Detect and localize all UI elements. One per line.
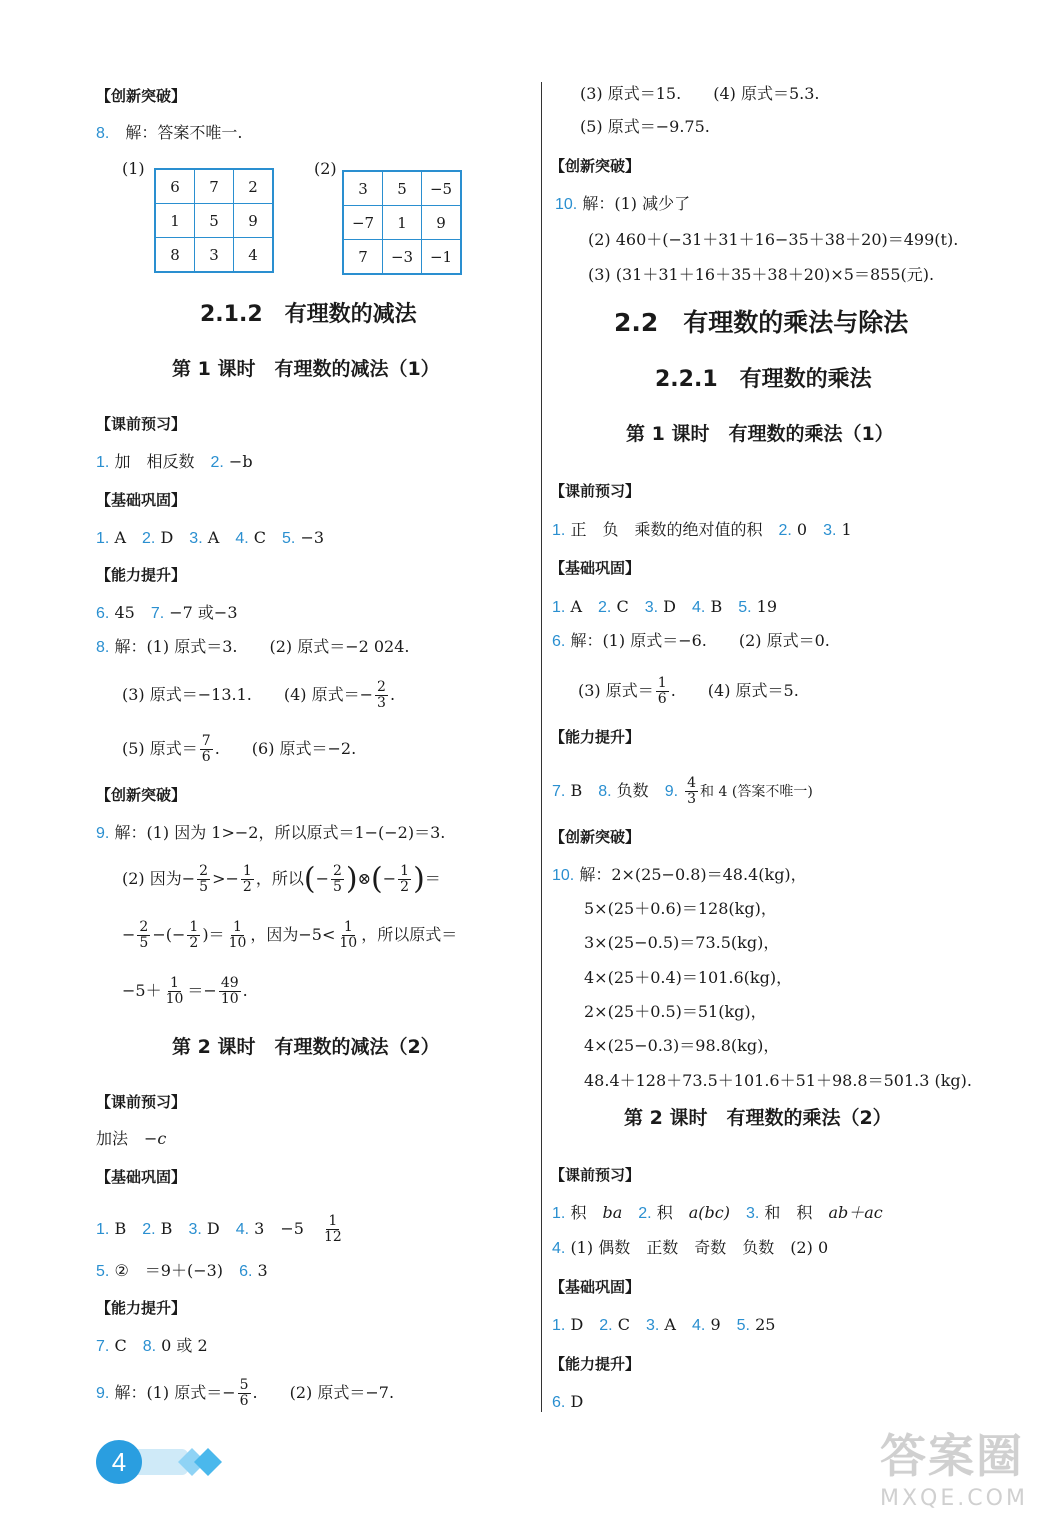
question-number: 8. [96,639,110,656]
question-number: 2. [142,530,156,547]
answer-line: 5. ② ＝9＋(−3) 6. 3 [96,1261,268,1280]
answer-line: 6. D [552,1392,584,1411]
section-heading: 【创新突破】 [550,157,641,175]
answer-line: 7. C 8. 0 或 2 [96,1336,208,1355]
question-number: 5. [282,530,296,547]
question-number: 2. [210,454,224,471]
grid-cell: 5 [195,204,234,238]
answer-text: C [253,528,266,547]
section-title: 2.1.2 有理数的减法 [200,302,417,327]
answer-text: 解：答案不唯一. [125,123,243,142]
answer-line: 1. D 2. C 3. A 4. 9 5. 25 [552,1315,776,1334]
answer-line [96,122,242,145]
lesson-title: 第 1 课时 有理数的减法（1） [172,358,440,380]
grid-cell: 1 [155,204,195,238]
answer-text: −b [228,452,253,471]
grid-label: (1) [122,159,145,178]
answer-line: 6. 解：(1) 原式＝−6. (2) 原式＝0. [552,631,830,650]
chapter-title: 2.2 有理数的乘法与除法 [614,308,909,337]
section-heading: 【基础巩固】 [550,559,641,577]
question-number: 3. [189,530,203,547]
grid-cell: −5 [422,171,462,206]
grid-cell: 7 [195,169,234,204]
grid-cell: 9 [422,206,462,240]
answer-line: 7. B 8. 负数 9. $\frac{4}{3}$ 和 4 (答案不唯一) [552,775,813,807]
answer-text: 45 [114,603,135,622]
question-number: 8. [96,125,110,142]
answer-line: 48.4＋128＋73.5＋101.6＋51＋98.8＝501.3 (kg). [584,1071,972,1090]
grid-cell: −1 [422,240,462,275]
answer-line: (3) (31＋31＋16＋35＋38＋20)×5＝855(元). [588,265,935,284]
section-heading: 【创新突破】 [96,87,187,105]
page-number: 4 [96,1440,142,1484]
section-heading: 【能力提升】 [550,728,641,746]
answer-text: 加 相反数 [114,452,195,471]
grid-cell: −3 [383,240,422,275]
answer-line: (5) 原式＝−9.75. [580,117,710,136]
question-number: 7. [150,605,165,622]
answer-line: (3) 原式＝−13.1. (4) 原式＝− $\frac{2}{3}$ . [122,679,396,711]
section-heading: 【创新突破】 [550,828,641,846]
answer-line: 3×(25−0.5)＝73.5(kg)， [584,933,780,952]
grid-label: (2) [314,159,337,178]
lesson-title: 第 2 课时 有理数的乘法（2） [624,1107,892,1129]
answer-line: 10. 解：2×(25−0.8)＝48.4(kg)， [552,865,807,884]
answer-line: (3) 原式＝ $\frac{1}{6}$ . (4) 原式＝5. [578,675,799,707]
question-number: 1. [96,530,110,547]
fraction: $\frac{7}{6}$ [201,733,211,765]
answer-line: 4. (1) 偶数 正数 奇数 负数 (2) 0 [552,1238,829,1257]
grid-cell: 3 [343,171,383,206]
answer-text: 解：(1) 因为 1>−2，所以原式＝1−(−2)＝3. [114,823,446,842]
section-title: 2.2.1 有理数的乘法 [655,367,872,392]
answer-text: A [114,528,126,547]
question-number: 4. [235,530,249,547]
answer-line: 1. A 2. C 3. D 4. B 5. 19 [552,597,778,616]
answer-line: 加法 −c [96,1129,167,1148]
answer-line: 4×(25−0.3)＝98.8(kg)， [584,1036,780,1055]
magic-square-1 [154,168,274,273]
section-heading: 【课前预习】 [96,1093,187,1111]
answer-line: 4×(25＋0.4)＝101.6(kg)， [584,968,793,987]
column-divider [541,82,542,1412]
answer-line [96,822,445,845]
answer-text: (5) 原式＝ [122,739,198,758]
answer-text: −3 [300,528,325,547]
question-number: 6. [96,605,110,622]
answer-line: 10. 解：(1) 减少了 [555,194,691,213]
section-heading: 【课前预习】 [550,1166,641,1184]
grid-cell: 1 [383,206,422,240]
answer-text: −7 或−3 [169,603,238,622]
answer-text: A [207,528,220,547]
grid-cell: 6 [155,169,195,204]
answer-line: (2) 460＋(−31＋31＋16−35＋38＋20)＝499(t). [588,230,959,249]
answer-line: 9. 解：(1) 原式＝− $\frac{5}{6}$ . (2) 原式＝−7. [96,1377,395,1409]
answer-line: 5×(25＋0.6)＝128(kg)， [584,899,777,918]
section-heading: 【基础巩固】 [96,491,187,509]
arrow-decoration-icon [178,1446,228,1478]
section-heading: 【基础巩固】 [550,1278,641,1296]
grid-cell: −7 [343,206,383,240]
answer-line [96,602,238,625]
fraction: $\frac{2}{3}$ [377,679,386,711]
section-heading: 【基础巩固】 [96,1168,187,1186]
section-heading: 【课前预习】 [96,415,187,433]
grid-cell: 4 [234,238,274,273]
answer-line: 1. 积 ba 2. 积 a(bc) 3. 和 积 ab＋ac [552,1203,883,1222]
watermark: 答案圈 MXQE.COM [880,1429,1028,1511]
section-heading: 【课前预习】 [550,482,641,500]
grid-cell: 8 [155,238,195,273]
answer-line [96,527,324,550]
answer-line [96,636,410,659]
answer-line: 1. 正 负 乘数的绝对值的积 2. 0 3. 1 [552,520,852,539]
answer-text: (3) 原式＝−13.1. (4) 原式＝− [122,685,374,704]
answer-text: . (6) 原式＝−2. [214,739,357,758]
section-heading: 【能力提升】 [96,566,187,584]
answer-line [96,451,253,474]
answer-line: (3) 原式＝15. (4) 原式＝5.3. [580,84,820,103]
answer-line [122,734,356,765]
question-number: 1. [96,454,110,471]
answer-line: (2) 因为− $\frac{2}{5}$ >− $\frac{1}{2}$ ，所以(− $\frac{2}{5}$ )⊗(− $\frac{1}{2}$ )＝ [122,861,441,897]
answer-line: − $\frac{2}{5}$ −(− $\frac{1}{2}$ )＝ $\frac{1}{10}$ ，因为−5< $\frac{1}{10}$ ，所以原式＝ [122,919,458,951]
lesson-title: 第 2 课时 有理数的减法（2） [172,1036,440,1058]
section-heading: 【能力提升】 [550,1355,641,1373]
grid-cell: 9 [234,204,274,238]
grid-cell: 5 [383,171,422,206]
lesson-title: 第 1 课时 有理数的乘法（1） [626,423,894,445]
magic-square-2 [342,170,462,275]
section-heading: 【能力提升】 [96,1299,187,1317]
answer-line: 2×(25＋0.5)＝51(kg)， [584,1002,767,1021]
answer-line: −5＋ $\frac{1}{10}$ ＝− $\frac{49}{10}$ . [122,975,248,1007]
answer-line: 1. B 2. B 3. D 4. 3 −5 $\frac{1}{12}$ [96,1213,342,1245]
grid-cell: 2 [234,169,274,204]
answer-text: D [160,528,174,547]
question-number: 9. [96,825,110,842]
section-heading: 【创新突破】 [96,786,187,804]
grid-cell: 3 [195,238,234,273]
grid-cell: 7 [343,240,383,275]
answer-text: 解：(1) 原式＝3. (2) 原式＝−2 024. [114,637,410,656]
